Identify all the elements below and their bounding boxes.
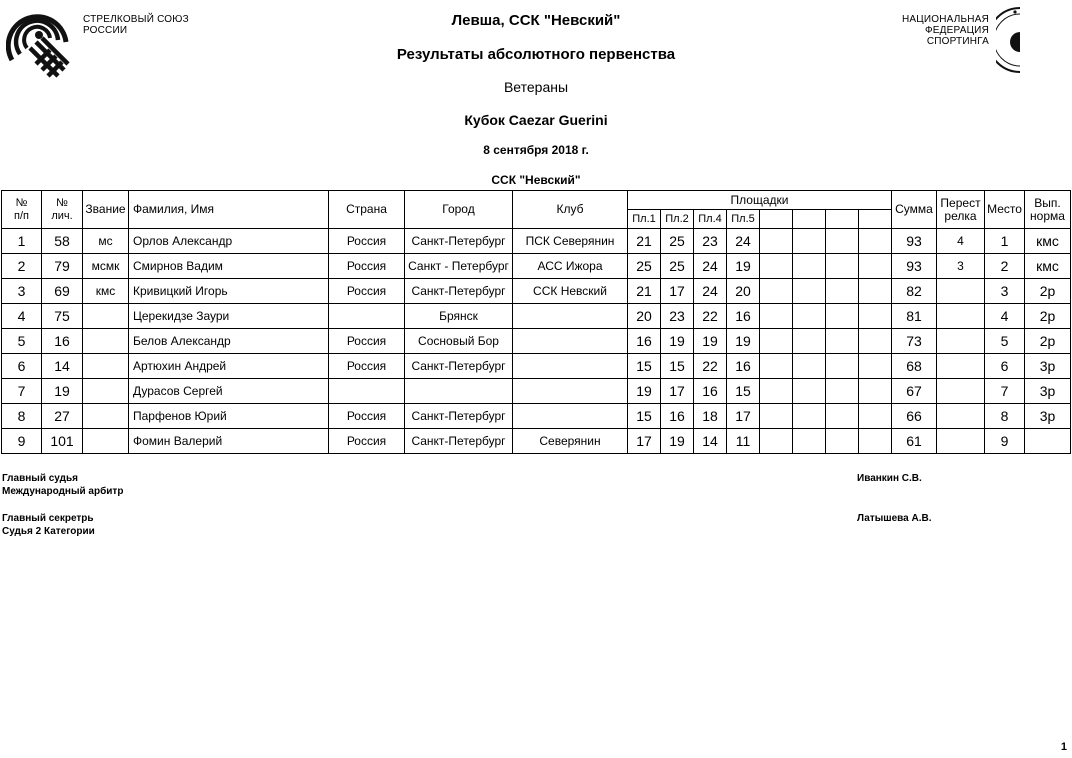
cell-rank bbox=[83, 429, 129, 454]
cell-place: 5 bbox=[985, 329, 1025, 354]
table-row bbox=[2, 329, 1071, 354]
cell-empty bbox=[826, 404, 859, 429]
cell-empty bbox=[859, 229, 892, 254]
cell-club bbox=[513, 404, 628, 429]
cell-norm: кмс bbox=[1025, 254, 1071, 279]
cell-country: Россия bbox=[329, 279, 405, 304]
document-title: Левша, ССК "Невский" bbox=[451, 12, 621, 29]
header-place: Место bbox=[985, 191, 1025, 229]
cell-shootoff bbox=[937, 429, 985, 454]
secretary-block bbox=[2, 512, 95, 538]
cell-empty bbox=[793, 279, 826, 304]
cell-empty bbox=[760, 354, 793, 379]
judge-block bbox=[2, 472, 123, 498]
cell-club: ПСК Северянин bbox=[513, 229, 628, 254]
header-grounds: Площадки bbox=[628, 191, 892, 210]
cell-empty bbox=[826, 304, 859, 329]
judge-rank: Международный арбитр bbox=[2, 486, 124, 497]
header-shootoff-line2: релка bbox=[944, 208, 977, 223]
table-row bbox=[2, 254, 1071, 279]
cell-place: 9 bbox=[985, 429, 1025, 454]
cell-rank: кмс bbox=[83, 279, 129, 304]
cell-num: 3 bbox=[2, 279, 42, 304]
org-right-line2: СПОРТИНГА bbox=[926, 36, 989, 47]
cell-ground-5: 16 bbox=[727, 354, 760, 379]
cell-city: Сосновый Бор bbox=[405, 329, 513, 354]
cell-empty bbox=[859, 429, 892, 454]
cell-ground-2: 25 bbox=[661, 229, 694, 254]
cell-ground-2: 16 bbox=[661, 404, 694, 429]
cell-country: Россия bbox=[329, 354, 405, 379]
table-row bbox=[2, 304, 1071, 329]
header-ground-1: Пл.1 bbox=[628, 210, 661, 229]
cell-empty bbox=[826, 254, 859, 279]
cell-sum: 66 bbox=[892, 404, 937, 429]
cell-place: 8 bbox=[985, 404, 1025, 429]
header-ground-empty bbox=[859, 210, 892, 229]
cell-sum: 81 bbox=[892, 304, 937, 329]
cell-country: Россия bbox=[329, 404, 405, 429]
cell-ground-1: 15 bbox=[628, 354, 661, 379]
cell-empty bbox=[826, 329, 859, 354]
org-left-line2: РОССИИ bbox=[83, 25, 128, 36]
cell-ground-4: 14 bbox=[694, 429, 727, 454]
table-row bbox=[2, 429, 1071, 454]
header-norm-line2: норма bbox=[1030, 208, 1065, 223]
cell-empty bbox=[826, 429, 859, 454]
cell-empty bbox=[859, 254, 892, 279]
cell-empty bbox=[826, 279, 859, 304]
cell-ground-4: 16 bbox=[694, 379, 727, 404]
cell-place: 6 bbox=[985, 354, 1025, 379]
cell-empty bbox=[760, 429, 793, 454]
cell-empty bbox=[859, 404, 892, 429]
cell-ground-2: 19 bbox=[661, 429, 694, 454]
cell-rank bbox=[83, 329, 129, 354]
cell-empty bbox=[859, 379, 892, 404]
cell-ground-1: 21 bbox=[628, 229, 661, 254]
header-sum: Сумма bbox=[892, 191, 937, 229]
cell-ground-2: 19 bbox=[661, 329, 694, 354]
secretary-name: Латышева А.В. bbox=[857, 513, 932, 524]
cell-place: 2 bbox=[985, 254, 1025, 279]
table-row bbox=[2, 279, 1071, 304]
cell-country bbox=[329, 304, 405, 329]
cell-name: Артюхин Андрей bbox=[129, 354, 329, 379]
header-num-line1: № bbox=[15, 196, 28, 209]
header-shootoff-line1: Перест bbox=[940, 195, 981, 210]
cell-norm: 3р bbox=[1025, 379, 1071, 404]
cell-sum: 73 bbox=[892, 329, 937, 354]
date-label: 8 сентября 2018 г. bbox=[483, 143, 589, 157]
cell-empty bbox=[859, 329, 892, 354]
cell-ground-4: 23 bbox=[694, 229, 727, 254]
cell-ground-2: 25 bbox=[661, 254, 694, 279]
cell-rank: мсмк bbox=[83, 254, 129, 279]
cell-ground-4: 24 bbox=[694, 279, 727, 304]
cell-rank bbox=[83, 404, 129, 429]
cell-name: Смирнов Вадим bbox=[129, 254, 329, 279]
cell-ground-4: 22 bbox=[694, 354, 727, 379]
org-right-line1: НАЦИОНАЛЬНАЯ ФЕДЕРАЦИЯ bbox=[901, 14, 989, 36]
cell-shootoff bbox=[937, 379, 985, 404]
cell-country: Россия bbox=[329, 429, 405, 454]
cell-num: 8 bbox=[2, 404, 42, 429]
cell-ground-1: 21 bbox=[628, 279, 661, 304]
cell-ground-2: 17 bbox=[661, 279, 694, 304]
cell-license: 75 bbox=[42, 304, 83, 329]
cell-empty bbox=[760, 304, 793, 329]
cell-city: Санкт-Петербург bbox=[405, 404, 513, 429]
cell-place: 3 bbox=[985, 279, 1025, 304]
cell-rank bbox=[83, 304, 129, 329]
header-rank: Звание bbox=[83, 191, 129, 229]
header-ground-4: Пл.4 bbox=[694, 210, 727, 229]
cell-country bbox=[329, 379, 405, 404]
cell-rank: мс bbox=[83, 229, 129, 254]
cell-empty bbox=[793, 404, 826, 429]
cell-shootoff bbox=[937, 404, 985, 429]
cell-ground-4: 19 bbox=[694, 329, 727, 354]
cell-ground-1: 20 bbox=[628, 304, 661, 329]
secretary-rank: Судья 2 Категории bbox=[2, 526, 95, 537]
cell-ground-2: 23 bbox=[661, 304, 694, 329]
header-num-line2: п/п bbox=[14, 209, 29, 222]
header-ground-5: Пл.5 bbox=[727, 210, 760, 229]
cell-country: Россия bbox=[329, 254, 405, 279]
cell-license: 101 bbox=[42, 429, 83, 454]
cell-name: Церекидзе Заури bbox=[129, 304, 329, 329]
cell-club bbox=[513, 304, 628, 329]
header-license bbox=[42, 191, 83, 229]
header-club: Клуб bbox=[513, 191, 628, 229]
secretary-title: Главный секретрь bbox=[2, 513, 94, 524]
cell-ground-5: 20 bbox=[727, 279, 760, 304]
cell-ground-2: 17 bbox=[661, 379, 694, 404]
cell-empty bbox=[826, 354, 859, 379]
cell-city bbox=[405, 379, 513, 404]
cell-license: 16 bbox=[42, 329, 83, 354]
cell-empty bbox=[859, 279, 892, 304]
cell-shootoff: 4 bbox=[937, 229, 985, 254]
cell-rank bbox=[83, 379, 129, 404]
cell-empty bbox=[793, 429, 826, 454]
header-name: Фамилия, Имя bbox=[129, 191, 329, 229]
cell-sum: 61 bbox=[892, 429, 937, 454]
org-left-line1: СТРЕЛКОВЫЙ СОЮЗ bbox=[83, 14, 189, 25]
cell-norm bbox=[1025, 429, 1071, 454]
cell-empty bbox=[859, 354, 892, 379]
cell-shootoff bbox=[937, 279, 985, 304]
table-row bbox=[2, 354, 1071, 379]
cell-ground-5: 17 bbox=[727, 404, 760, 429]
cell-norm: 2р bbox=[1025, 279, 1071, 304]
header-city: Город bbox=[405, 191, 513, 229]
cell-ground-5: 16 bbox=[727, 304, 760, 329]
table-row bbox=[2, 379, 1071, 404]
cell-norm: 3р bbox=[1025, 404, 1071, 429]
cell-num: 5 bbox=[2, 329, 42, 354]
header-country: Страна bbox=[329, 191, 405, 229]
cell-num: 4 bbox=[2, 304, 42, 329]
cell-city: Санкт-Петербург bbox=[405, 279, 513, 304]
cell-country: Россия bbox=[329, 329, 405, 354]
cell-shootoff: 3 bbox=[937, 254, 985, 279]
cell-ground-1: 19 bbox=[628, 379, 661, 404]
cell-num: 7 bbox=[2, 379, 42, 404]
cell-city: Санкт-Петербург bbox=[405, 229, 513, 254]
venue-label: ССК "Невский" bbox=[491, 173, 581, 187]
header-norm bbox=[1025, 191, 1071, 229]
cell-sum: 82 bbox=[892, 279, 937, 304]
cell-license: 14 bbox=[42, 354, 83, 379]
cell-license: 58 bbox=[42, 229, 83, 254]
cell-city: Брянск bbox=[405, 304, 513, 329]
cell-empty bbox=[793, 354, 826, 379]
cell-norm: 2р bbox=[1025, 304, 1071, 329]
cell-shootoff bbox=[937, 304, 985, 329]
cell-empty bbox=[760, 379, 793, 404]
table-row bbox=[2, 404, 1071, 429]
cell-empty bbox=[793, 229, 826, 254]
cell-club bbox=[513, 354, 628, 379]
header-license-line1: № bbox=[56, 196, 68, 209]
cell-ground-5: 19 bbox=[727, 329, 760, 354]
cell-rank bbox=[83, 354, 129, 379]
results-table bbox=[1, 190, 1071, 454]
header-ground-empty bbox=[826, 210, 859, 229]
cell-ground-1: 16 bbox=[628, 329, 661, 354]
header-norm-line1: Вып. bbox=[1034, 195, 1061, 210]
document-subtitle: Результаты абсолютного первенства bbox=[396, 46, 676, 63]
category-label: Ветераны bbox=[503, 79, 569, 95]
cell-license: 79 bbox=[42, 254, 83, 279]
cell-city: Санкт-Петербург bbox=[405, 354, 513, 379]
cell-city: Санкт - Петербург bbox=[405, 254, 513, 279]
cell-num: 1 bbox=[2, 229, 42, 254]
cell-ground-5: 24 bbox=[727, 229, 760, 254]
cell-num: 6 bbox=[2, 354, 42, 379]
cell-license: 27 bbox=[42, 404, 83, 429]
header-license-line2: лич. bbox=[51, 209, 73, 222]
header-num bbox=[2, 191, 42, 229]
cell-empty bbox=[760, 404, 793, 429]
cell-country: Россия bbox=[329, 229, 405, 254]
cell-club: АСС Ижора bbox=[513, 254, 628, 279]
cell-ground-2: 15 bbox=[661, 354, 694, 379]
cell-place: 1 bbox=[985, 229, 1025, 254]
cell-sum: 67 bbox=[892, 379, 937, 404]
cell-norm: кмс bbox=[1025, 229, 1071, 254]
cell-empty bbox=[793, 329, 826, 354]
cell-empty bbox=[826, 379, 859, 404]
cell-place: 7 bbox=[985, 379, 1025, 404]
cell-name: Парфенов Юрий bbox=[129, 404, 329, 429]
cell-empty bbox=[793, 304, 826, 329]
cell-ground-5: 19 bbox=[727, 254, 760, 279]
cell-ground-5: 11 bbox=[727, 429, 760, 454]
cell-club: ССК Невский bbox=[513, 279, 628, 304]
cell-name: Орлов Александр bbox=[129, 229, 329, 254]
header-shootoff bbox=[937, 191, 985, 229]
cell-norm: 2р bbox=[1025, 329, 1071, 354]
cell-ground-4: 24 bbox=[694, 254, 727, 279]
cell-empty bbox=[793, 379, 826, 404]
judge-name: Иванкин С.В. bbox=[857, 473, 922, 484]
cell-empty bbox=[859, 304, 892, 329]
cell-name: Фомин Валерий bbox=[129, 429, 329, 454]
page-number: 1 bbox=[1060, 741, 1067, 753]
cell-num: 9 bbox=[2, 429, 42, 454]
cell-ground-1: 25 bbox=[628, 254, 661, 279]
cell-empty bbox=[760, 279, 793, 304]
cell-name: Кривицкий Игорь bbox=[129, 279, 329, 304]
cell-club bbox=[513, 379, 628, 404]
cell-ground-4: 22 bbox=[694, 304, 727, 329]
cell-license: 19 bbox=[42, 379, 83, 404]
cell-empty bbox=[760, 329, 793, 354]
cell-city: Санкт-Петербург bbox=[405, 429, 513, 454]
cell-shootoff bbox=[937, 329, 985, 354]
header-ground-empty bbox=[760, 210, 793, 229]
cell-sum: 93 bbox=[892, 229, 937, 254]
judge-title: Главный судья bbox=[2, 473, 78, 484]
cell-empty bbox=[760, 229, 793, 254]
cell-place: 4 bbox=[985, 304, 1025, 329]
cell-ground-1: 17 bbox=[628, 429, 661, 454]
cell-club bbox=[513, 329, 628, 354]
cell-ground-4: 18 bbox=[694, 404, 727, 429]
header-ground-empty bbox=[793, 210, 826, 229]
cell-sum: 68 bbox=[892, 354, 937, 379]
cell-license: 69 bbox=[42, 279, 83, 304]
cell-shootoff bbox=[937, 354, 985, 379]
table-row bbox=[2, 229, 1071, 254]
header-ground-2: Пл.2 bbox=[661, 210, 694, 229]
cell-ground-5: 15 bbox=[727, 379, 760, 404]
cell-name: Дурасов Сергей bbox=[129, 379, 329, 404]
cell-empty bbox=[760, 254, 793, 279]
cell-ground-1: 15 bbox=[628, 404, 661, 429]
cell-num: 2 bbox=[2, 254, 42, 279]
cell-sum: 93 bbox=[892, 254, 937, 279]
cell-empty bbox=[793, 254, 826, 279]
cell-norm: 3р bbox=[1025, 354, 1071, 379]
cup-label: Кубок Caezar Guerini bbox=[464, 112, 608, 128]
cell-club: Северянин bbox=[513, 429, 628, 454]
cell-empty bbox=[826, 229, 859, 254]
cell-name: Белов Александр bbox=[129, 329, 329, 354]
